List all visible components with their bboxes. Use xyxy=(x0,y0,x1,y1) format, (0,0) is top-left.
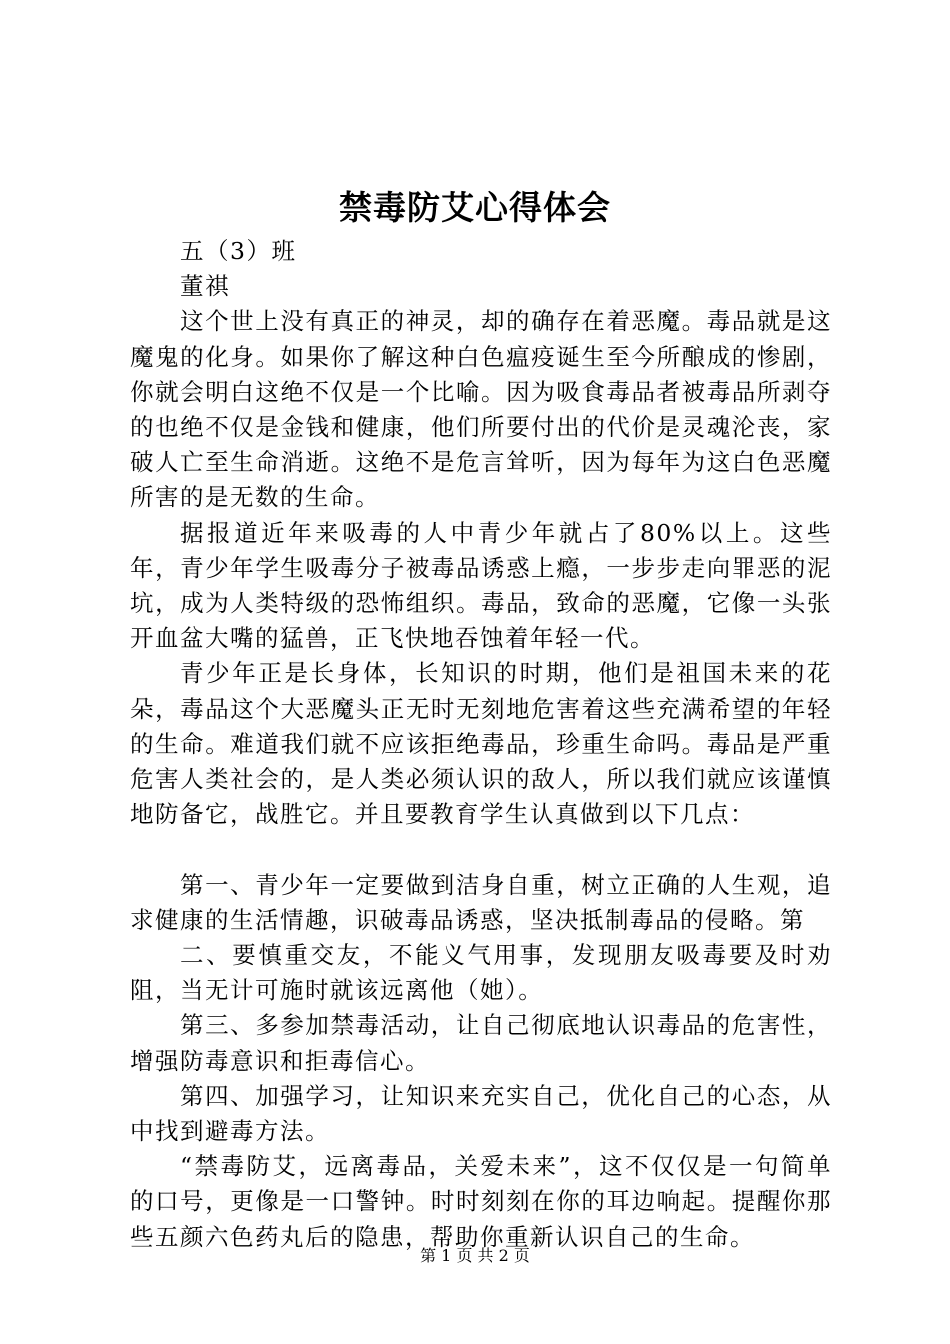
paragraph-5: 二、要慎重交友，不能义气用事，发现朋友吸毒要及时劝阻，当无计可施时就该远离他（她）。 xyxy=(130,941,832,1005)
paragraph-6: 第三、多参加禁毒活动，让自己彻底地认识毒品的危害性，增强防毒意识和拒毒信心。 xyxy=(130,1011,832,1075)
document-body xyxy=(130,234,832,1255)
paragraph-1: 这个世上没有真正的神灵，却的确存在着恶魔。毒品就是这魔鬼的化身。如果你了解这种白色瘟疫诞生至今所酿成的惨剧，你就会明白这绝不仅是一个比喻。因为吸食毒品者被毒品所剥夺的也绝不仅是金钱和健康，他们所要付出的代价是灵魂沦丧，家破人亡至生命消逝。这绝不是危言耸听，因为每年为这白色恶魔所害的是无数的生命。 xyxy=(130,307,832,512)
blank-line xyxy=(130,832,832,867)
paragraph-8: “禁毒防艾，远离毒品，关爱未来”，这不仅仅是一句简单的口号，更像是一口警钟。时时刻刻在你的耳边响起。提醒你那些五颜六色药丸后的隐患，帮助你重新认识自己的生命。 xyxy=(130,1152,832,1251)
paragraph-7: 第四、加强学习，让知识来充实自己，优化自己的心态，从中找到避毒方法。 xyxy=(130,1081,832,1146)
class-name: 五（3）班 xyxy=(180,237,297,265)
paragraph-2: 据报道近年来吸毒的人中青少年就占了80%以上。这些年，青少年学生吸毒分子被毒品诱惑上瘾，一步步走向罪恶的泥坑，成为人类特级的恐怖组织。毒品，致命的恶魔，它像一头张开血盆大嘴的猛兽，正飞快地吞蚀着年轻一代。 xyxy=(130,518,832,653)
page-title: 禁毒防艾心得体会 xyxy=(339,188,611,227)
author-name: 董祺 xyxy=(180,272,230,301)
paragraph-3: 青少年正是长身体，长知识的时期，他们是祖国未来的花朵，毒品这个大恶魔头正无时无刻地危害着这些充满希望的年轻的生命。难道我们就不应该拒绝毒品，珍重生命吗。毒品是严重危害人类社会的，是人类必须认识的敌人，所以我们就应该谨慎地防备它，战胜它。并且要教育学生认真做到以下几点： xyxy=(130,659,832,829)
page-footer: 第 1 页 共 2 页 xyxy=(420,1246,530,1265)
paragraph-4: 第一、青少年一定要做到洁身自重，树立正确的人生观，追求健康的生活情趣，识破毒品诱惑，坚决抵制毒品的侵略。第 xyxy=(130,870,832,934)
